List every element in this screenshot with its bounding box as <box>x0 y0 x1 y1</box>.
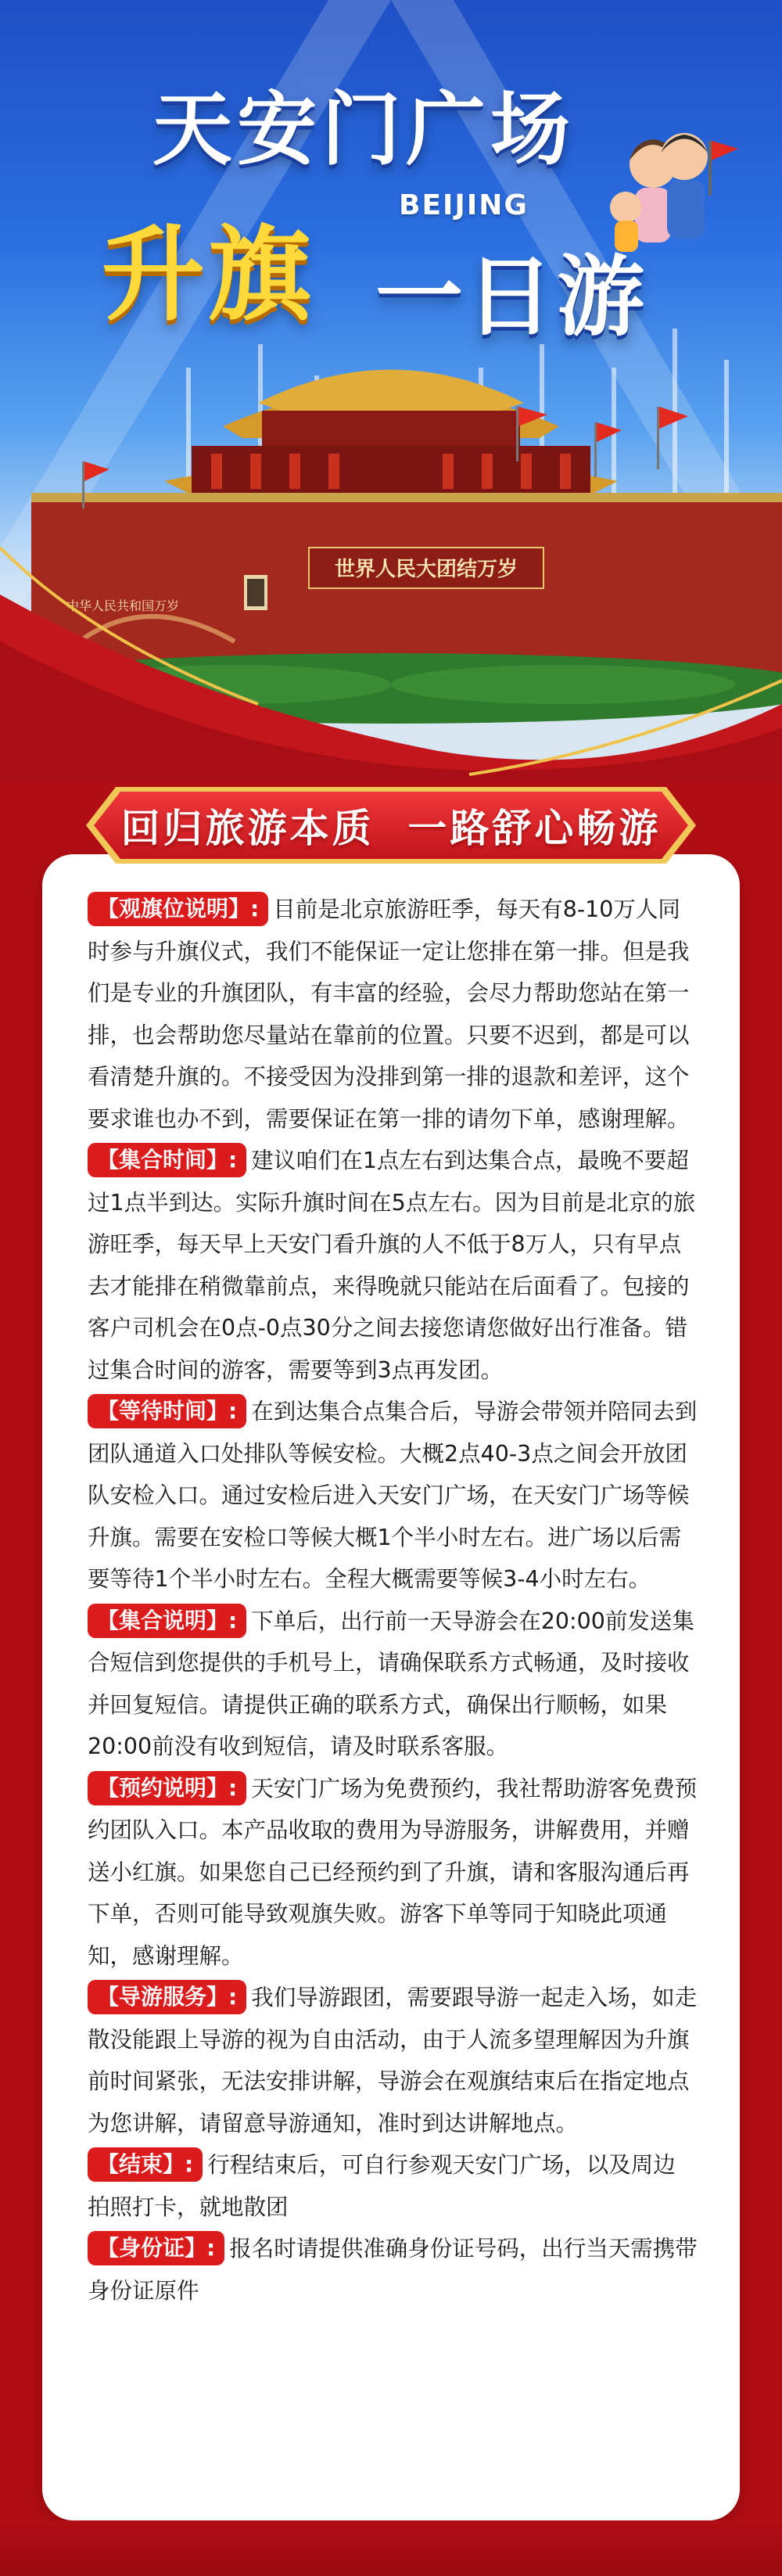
section-text: 报名时请提供准确身份证号码，出行当天需携带身份证原件 <box>88 2236 698 2304</box>
section-waiting-time <box>88 1391 698 1601</box>
section-text: 建议咱们在1点左右到达集合点，最晚不要超过1点半到达。实际升旗时间在5点左右。因为目前是北京的旅游旺季，每天早上天安门看升旗的人不低于8万人，只有早点去才能排在稍微靠前点，来得晚就只能站在后面看了。包接的客户司机会在0点-0点30分之间去接您请您做好出行准备。错过集合时间的游客，需要等到3点再发团。 <box>88 1148 696 1383</box>
hero-banner <box>0 0 782 782</box>
title-beijing: BEIJING <box>399 189 529 221</box>
section-meeting-notice <box>88 1601 698 1768</box>
section-text: 行程结束后，可自行参观天安门广场，以及周边拍照打卡，就地散团 <box>88 2152 676 2220</box>
section-viewing-position <box>88 889 698 1140</box>
section-id-card <box>88 2228 698 2312</box>
section-tag: 【等待时间】: <box>88 1394 246 1428</box>
section-text: 天安门广场为免费预约，我社帮助游客免费预约团队入口。本产品收取的费用为导游服务，讲解费用，并赠送小红旗。如果您自己已经预约到了升旗，请和客服沟通后再下单，否则可能导致观旗失败。游客下单等同于知晓此项通知，感谢理解。 <box>88 1775 698 1969</box>
section-end <box>88 2144 698 2228</box>
section-tag: 【观旗位说明】: <box>88 892 268 926</box>
section-text: 在到达集合点集合后，导游会带领并陪同去到团队通道入口处排队等候安检。大概2点40-3点之间会开放团队安检入口。通过安检后进入天安门广场，在天安门广场等候升旗。需要在安检口等候大概1个半小时左右。进广场以后需要等待1个半小时左右。全程大概需要等候3-4小时左右。 <box>88 1399 698 1592</box>
section-text: 目前是北京旅游旺季，每天有8-10万人同时参与升旗仪式，我们不能保证一定让您排在第一排。但是我们是专业的升旗团队，有丰富的经验，会尽力帮助您站在第一排，也会帮助您尽量站在靠前的位置。只要不迟到，都是可以看清楚升旗的。不接受因为没排到第一排的退款和差评，这个要求谁也办不到，需要保证在第一排的请勿下单，感谢理解。 <box>88 896 690 1132</box>
section-text: 我们导游跟团，需要跟导游一起走入场，如走散没能跟上导游的视为自由活动，由于人流多望理解因为升旗前时间紧张，无法安排讲解，导游会在观旗结束后在指定地点为您讲解，请留意导游通知，准时到达讲解地点。 <box>88 1985 698 2136</box>
section-tag: 【集合时间】: <box>88 1143 246 1177</box>
slogan-text: 回归旅游本质 一路舒心畅游 <box>120 806 662 851</box>
gate-sign-text: 世界人民大团结万岁 <box>334 558 518 581</box>
section-tag: 【导游服务】: <box>88 1980 246 2014</box>
section-text: 下单后，出行前一天导游会在20:00前发送集合短信到您提供的手机号上，请确保联系方式畅通，及时接收并回复短信。请提供正确的联系方式，确保出行顺畅，如果20:00前没有收到短信，请及时联系客服。 <box>88 1608 694 1759</box>
section-tag: 【预约说明】: <box>88 1771 246 1805</box>
title-line2-white: 一日游 <box>375 246 647 348</box>
section-meeting-time <box>88 1140 698 1391</box>
section-tag: 【集合说明】: <box>88 1604 246 1638</box>
section-tag: 【结束】: <box>88 2147 203 2182</box>
notice-content <box>88 889 698 2312</box>
section-tag: 【身份证】: <box>88 2231 224 2265</box>
title-line1: 天安门广场 <box>152 84 575 177</box>
section-reservation <box>88 1768 698 1978</box>
left-wall-sign-text: 中华人民共和国万岁 <box>66 598 180 613</box>
bottom-background <box>0 2520 782 2576</box>
section-guide-service <box>88 1977 698 2144</box>
title-line2-yellow: 升旗 <box>102 215 314 336</box>
